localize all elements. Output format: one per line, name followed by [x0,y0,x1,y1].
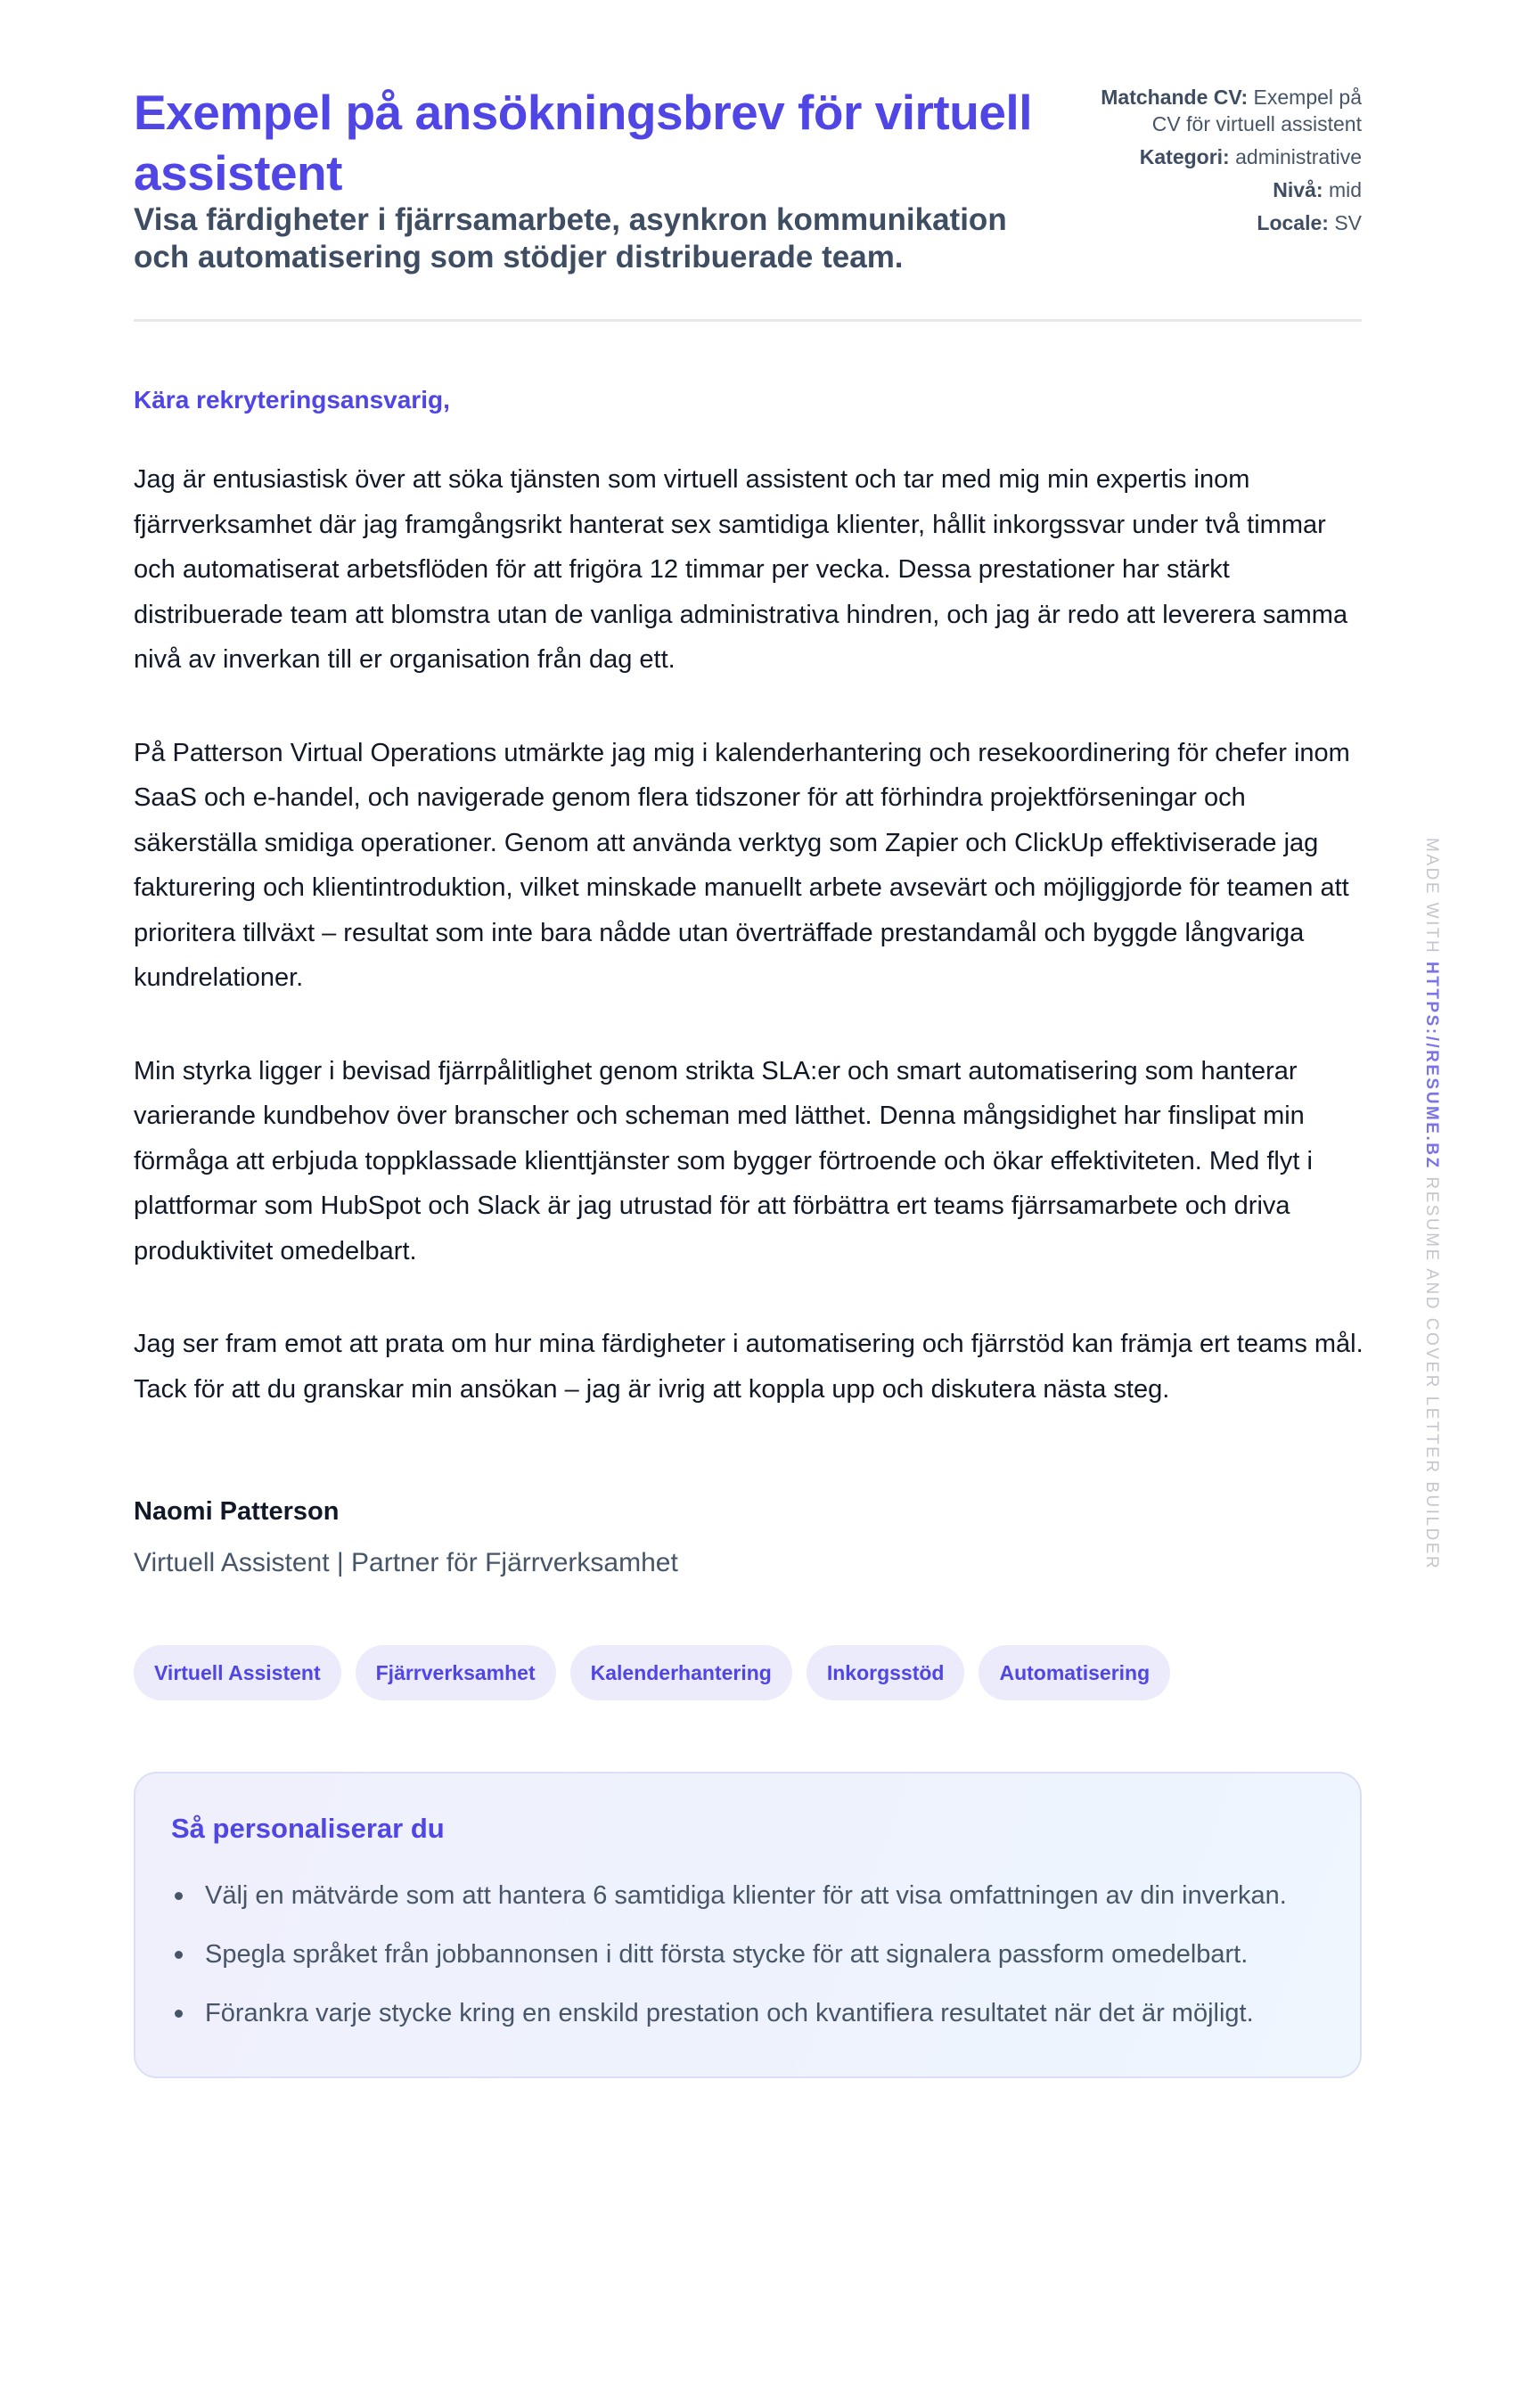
personalization-tips-box [134,1772,1362,2078]
cover-letter-document [134,82,1362,2078]
letter-paragraph: På Patterson Virtual Operations utmärkte jag mig i kalenderhantering och resekoordinering för chefer inom SaaS och e-handel, och navigerade genom flera tidszoner för att förhindra projektförseningar och säkerställa smidiga operationer. Genom att använda verktyg som Zapier och ClickUp effektiviserade jag fakturering och klientintroduktion, vilket minskade manuellt arbete avsevärt och möjliggjorde för teamen att prioritera tillväxt – resultat som inte bara nådde utan överträffade prestandamål och byggde långvariga kundrelationer. [134,738,1350,992]
tag-chip[interactable]: Inkorgsstöd [807,1645,965,1700]
watermark-link[interactable]: HTTPS://RESUME.BZ [1422,962,1441,1170]
meta-level [1068,176,1362,203]
tag-chip[interactable]: Virtuell Assistent [134,1645,341,1700]
meta-category [1068,143,1362,170]
tips-list-item: Välj en mätvärde som att hantera 6 samtidiga klienter för att visa omfattningen av din inverkan. [171,1873,1303,1918]
salutation: Kära rekryteringsansvarig, [134,386,450,414]
page-title: Exempel på ansökningsbrev för virtuell assistent [134,85,1032,201]
tips-list-item: Förankra varje stycke kring en enskild prestation och kvantifiera resultatet när det är möjligt. [171,1991,1303,2035]
meta-category-value: administrative [1235,145,1362,168]
meta-locale-label: Locale: [1257,211,1329,234]
meta-matching-cv-value: Exempel på CV för virtuell assistent [1151,86,1362,135]
tips-list-item: Spegla språket från jobbannonsen i ditt första stycke för att signalera passform omedelbart. [171,1932,1303,1977]
made-with-watermark [1421,838,1441,1571]
watermark-prefix: MADE WITH [1422,838,1441,955]
tips-list [171,1873,1324,2035]
signature-title: Virtuell Assistent | Partner för Fjärrverksamhet [134,1548,678,1577]
document-header [134,82,1362,322]
meta-level-label: Nivå: [1273,178,1323,201]
signature-name: Naomi Patterson [134,1497,340,1526]
meta-matching-cv-label: Matchande CV: [1101,86,1249,109]
letter-paragraph: Min styrka ligger i bevisad fjärrpålitlighet genom strikta SLA:er och smart automatisering som hanterar varierande kundbehov över branscher och scheman med lätthet. Denna mångsidighet har finslipat min förmåga att erbjuda toppklassade klienttjänster som bygger förtroende och ökar effektiviteten. Med flyt i plattformar som HubSpot och Slack är jag utrustad för att förbättra ert teams fjärrsamarbete och driva produktivitet omedelbart. [134,1056,1313,1265]
tag-list [134,1645,1362,1700]
letter-body [134,384,1362,1579]
signature [134,1495,1362,1579]
meta-locale [1068,209,1362,236]
meta-category-label: Kategori: [1139,145,1230,168]
tag-chip[interactable]: Fjärrverksamhet [356,1645,556,1700]
letter-paragraph: Jag är entusiastisk över att söka tjänsten som virtuell assistent och tar med mig min expertis inom fjärrverksamhet där jag framgångsrikt hanterat sex samtidiga klienter, hållit inkorgssvar under två timmar och automatiserat arbetsflöden för att frigöra 12 timmar per vecka. Dessa prestationer har stärkt distribuerade team att blomstra utan de vanliga administrativa hindren, och jag är redo att leverera samma nivå av inverkan till er organisation från dag ett. [134,465,1348,674]
watermark-suffix: RESUME AND COVER LETTER BUILDER [1422,1176,1441,1571]
tag-chip[interactable]: Kalenderhantering [570,1645,792,1700]
page-subtitle: Visa färdigheter i fjärrsamarbete, asynkron kommunikation och automatisering som stödjer distribuerade team. [134,202,1007,274]
letter-paragraph: Jag ser fram emot att prata om hur mina färdigheter i automatisering och fjärrstöd kan främja ert teams mål. Tack för att du granskar min ansökan – jag är ivrig att koppla upp och diskutera nästa steg. [134,1330,1364,1404]
tag-chip[interactable]: Automatisering [979,1645,1170,1700]
tips-title: Så personaliserar du [171,1813,445,1844]
meta-matching-cv [1068,84,1362,137]
meta-level-value: mid [1328,178,1362,201]
header-title-block [134,82,1043,276]
meta-info [1068,82,1362,242]
meta-locale-value: SV [1334,211,1362,234]
